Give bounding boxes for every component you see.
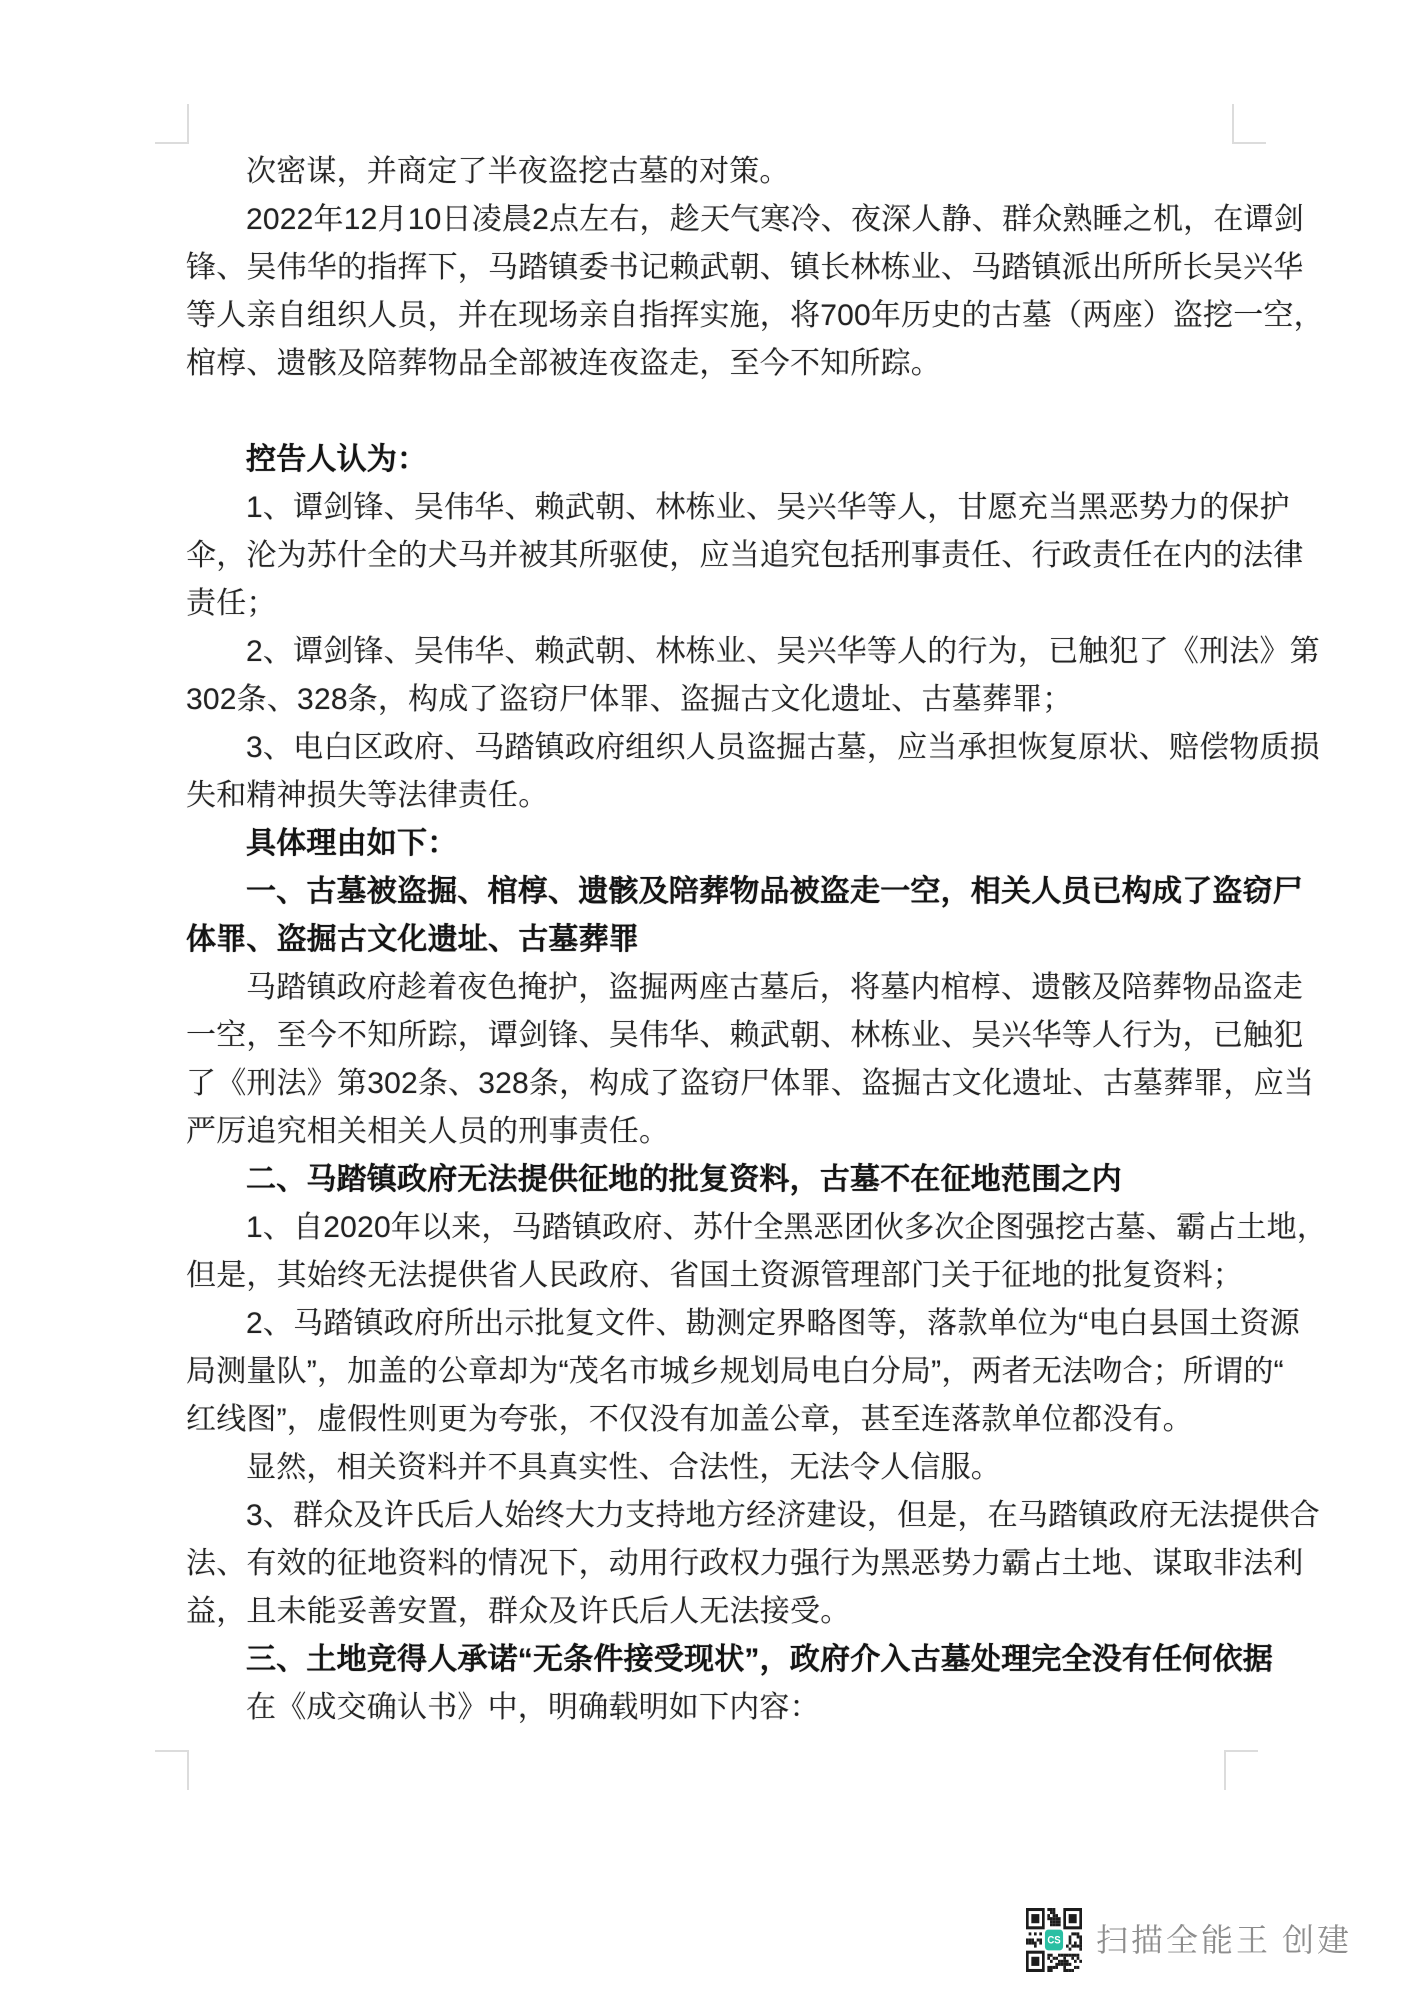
text-line: 2、马踏镇政府所出示批复文件、勘测定界略图等，落款单位为“电白县国土资源 (246, 1307, 1300, 1340)
text-line: 局测量队”，加盖的公章却为“茂名市城乡规划局电白分局”，两者无法吻合；所谓的“ (186, 1355, 1284, 1388)
qr-code-icon (1026, 1908, 1082, 1972)
text-line: 具体理由如下： (246, 827, 458, 860)
text-line: 2022年12月10日凌晨2点左右，趁天气寒冷、夜深人静、群众熟睡之机，在谭剑 (246, 203, 1304, 236)
text-line: 棺椁、遗骸及陪葬物品全部被连夜盗走，至今不知所踪。 (186, 347, 941, 380)
text-line: 显然，相关资料并不具真实性、合法性，无法令人信服。 (246, 1451, 1001, 1484)
text-line: 302条、328条，构成了盗窃尸体罪、盗掘古文化遗址、古墓葬罪； (186, 683, 1073, 716)
text-line: 等人亲自组织人员，并在现场亲自指挥实施，将700年历史的古墓（两座）盗挖一空， (186, 299, 1324, 332)
text-line: 责任； (186, 587, 277, 620)
text-line: 了《刑法》第302条、328条，构成了盗窃尸体罪、盗掘古文化遗址、古墓葬罪，应当 (186, 1067, 1315, 1100)
text-line: 但是，其始终无法提供省人民政府、省国土资源管理部门关于征地的批复资料； (186, 1259, 1243, 1292)
text-line: 1、谭剑锋、吴伟华、赖武朝、林栋业、吴兴华等人，甘愿充当黑恶势力的保护 (246, 491, 1290, 524)
camscanner-footer (1026, 1908, 1352, 1972)
text-line: 1、自2020年以来，马踏镇政府、苏什全黑恶团伙多次企图强挖古墓、霸占土地， (246, 1211, 1328, 1244)
document-body (186, 148, 1328, 1732)
text-line: 3、电白区政府、马踏镇政府组织人员盗掘古墓，应当承担恢复原状、赔偿物质损 (246, 731, 1320, 764)
text-line: 3、群众及许氏后人始终大力支持地方经济建设，但是，在马踏镇政府无法提供合 (246, 1499, 1320, 1532)
text-line: 伞，沦为苏什全的犬马并被其所驱使，应当追究包括刑事责任、行政责任在内的法律 (186, 539, 1304, 572)
crop-mark-bottom-right (1224, 1750, 1258, 1790)
text-line: 一、古墓被盗掘、棺椁、遗骸及陪葬物品被盗走一空，相关人员已构成了盗窃尸 (246, 875, 1303, 908)
text-line: 红线图”，虚假性则更为夸张，不仅没有加盖公章，甚至连落款单位都没有。 (186, 1403, 1193, 1436)
text-line: 马踏镇政府趁着夜色掩护，盗掘两座古墓后，将墓内棺椁、遗骸及陪葬物品盗走 (246, 971, 1303, 1004)
text-line: 2、谭剑锋、吴伟华、赖武朝、林栋业、吴兴华等人的行为，已触犯了《刑法》第 (246, 635, 1320, 668)
crop-mark-top-right (1232, 104, 1266, 144)
text-line: 失和精神损失等法律责任。 (186, 779, 549, 812)
text-line: 次密谋，并商定了半夜盗挖古墓的对策。 (246, 155, 790, 188)
text-line: 在《成交确认书》中，明确载明如下内容： (246, 1691, 820, 1724)
text-line: 控告人认为： (246, 443, 428, 476)
qr-badge-label: CS (1047, 1934, 1061, 1947)
text-line: 严厉追究相关相关人员的刑事责任。 (186, 1115, 670, 1148)
crop-mark-bottom-left (155, 1750, 189, 1790)
text-line: 三、土地竞得人承诺“无条件接受现状”，政府介入古墓处理完全没有任何依据 (246, 1643, 1273, 1676)
text-line: 法、有效的征地资料的情况下，动用行政权力强行为黑恶势力霸占土地、谋取非法利 (186, 1547, 1304, 1580)
text-line: 体罪、盗掘古文化遗址、古墓葬罪 (186, 923, 639, 956)
text-line: 一空，至今不知所踪，谭剑锋、吴伟华、赖武朝、林栋业、吴兴华等人行为，已触犯 (186, 1019, 1304, 1052)
text-line (186, 388, 1278, 436)
scan-app-caption: 扫描全能王 创建 (1096, 1922, 1353, 1958)
crop-mark-top-left (155, 104, 189, 144)
text-line: 益，且未能妥善安置，群众及许氏后人无法接受。 (186, 1595, 851, 1628)
text-line: 二、马踏镇政府无法提供征地的批复资料，古墓不在征地范围之内 (246, 1163, 1122, 1196)
text-line: 锋、吴伟华的指挥下，马踏镇委书记赖武朝、镇长林栋业、马踏镇派出所所长吴兴华 (186, 251, 1304, 284)
